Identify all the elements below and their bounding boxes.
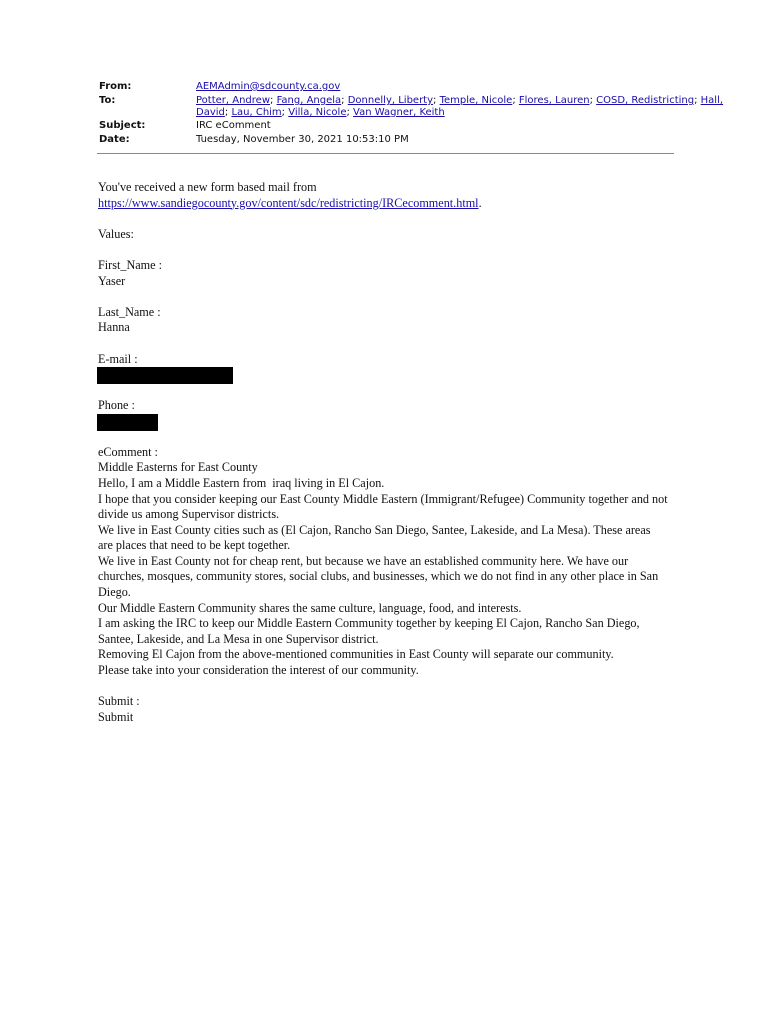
date-value: Tuesday, November 30, 2021 10:53:10 PM [196, 134, 409, 145]
ecomment-text [98, 460, 678, 678]
recipient-link[interactable]: Van Wagner, Keith [353, 107, 445, 118]
recipient-separator: ; [512, 95, 519, 106]
ecomment-line: Middle Easterns for East County [98, 460, 258, 475]
to-label: To: [99, 95, 116, 106]
ecomment-line: I am asking the IRC to keep our Middle Eastern Community together by keeping El Cajon, Rancho San Diego, [98, 616, 640, 631]
first-name-label: First_Name : [98, 257, 162, 272]
recipient-link[interactable]: Hall, [700, 95, 724, 106]
subject-value: IRC eComment [196, 120, 271, 131]
submit-value: Submit [98, 709, 134, 724]
recipient-separator: ; [589, 95, 597, 106]
ecomment-line: divide us among Supervisor districts. [98, 507, 280, 522]
ecomment-line: Please take into your consideration the interest of our community. [98, 663, 419, 678]
header-divider [97, 153, 674, 154]
date-label: Date: [99, 134, 130, 145]
to-recipients-line-2 [196, 107, 445, 118]
email-label: E-mail : [98, 351, 138, 366]
subject-label: Subject: [99, 120, 146, 131]
from-email-link[interactable]: AEMAdmin@sdcounty.ca.gov [196, 81, 341, 92]
message-body [98, 180, 678, 725]
ecomment-line: Removing El Cajon from the above-mentioned communities in East County will separate our community. [98, 647, 614, 662]
recipient-link[interactable]: Temple, Nicole [439, 95, 513, 106]
email-redaction [97, 367, 233, 384]
phone-label: Phone : [98, 398, 135, 413]
last-name-value: Hanna [98, 320, 130, 335]
recipient-link[interactable]: Potter, Andrew [196, 95, 271, 106]
ecomment-line: Santee, Lakeside, and La Mesa in one Supervisor district. [98, 631, 379, 646]
ecomment-line: Hello, I am a Middle Eastern from iraq living in El Cajon. [98, 475, 385, 490]
ecomment-label: eComment : [98, 444, 158, 459]
ecomment-line: Diego. [98, 585, 131, 600]
recipient-link[interactable]: Donnelly, Liberty [347, 95, 434, 106]
recipient-separator: ; [270, 95, 277, 106]
phone-redaction [97, 414, 158, 431]
ecomment-line: We live in East County not for cheap rent, but because we have an established community here. We have our [98, 553, 629, 568]
intro-period: . [478, 195, 482, 210]
recipient-separator: ; [281, 107, 289, 118]
from-value[interactable] [196, 81, 340, 92]
recipient-separator: ; [433, 95, 440, 106]
recipient-link[interactable]: Fang, Angela [276, 95, 342, 106]
recipient-separator: ; [341, 95, 348, 106]
recipient-link[interactable]: David [196, 107, 225, 118]
recipient-separator: ; [694, 95, 701, 106]
submit-label: Submit : [98, 694, 140, 709]
from-label: From: [99, 81, 132, 92]
intro-link-line [98, 196, 678, 212]
recipient-separator: ; [346, 107, 354, 118]
values-label: Values: [98, 226, 134, 241]
ecomment-line: churches, mosques, community stores, social clubs, and businesses, which we do not find in any other place in San [98, 569, 659, 584]
last-name-label: Last_Name : [98, 304, 161, 319]
recipient-link[interactable]: Flores, Lauren [518, 95, 590, 106]
recipient-link[interactable]: COSD, Redistricting [596, 95, 695, 106]
ecomment-line: Our Middle Eastern Community shares the same culture, language, food, and interests. [98, 600, 522, 615]
form-url-link[interactable]: https://www.sandiegocounty.gov/content/sdc/redistricting/IRCecomment.html [98, 195, 479, 210]
recipient-link[interactable]: Lau, Chim [231, 107, 282, 118]
recipient-link[interactable]: Villa, Nicole [288, 107, 347, 118]
ecomment-line: I hope that you consider keeping our East County Middle Eastern (Immigrant/Refugee) Community together and not [98, 491, 668, 506]
ecomment-line: We live in East County cities such as (El Cajon, Rancho San Diego, Santee, Lakeside, and La Mesa). These areas [98, 522, 651, 537]
to-recipients-line-1 [196, 95, 723, 106]
first-name-value: Yaser [98, 273, 126, 288]
intro-text: You've received a new form based mail from [98, 180, 317, 194]
recipient-separator: ; [224, 107, 232, 118]
ecomment-line: are places that need to be kept together. [98, 538, 291, 553]
